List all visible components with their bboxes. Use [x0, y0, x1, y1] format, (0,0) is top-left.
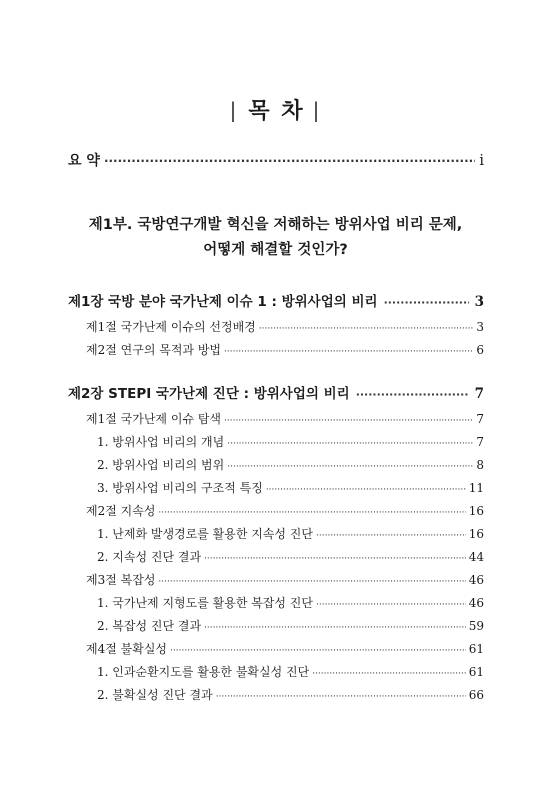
toc-entry-label: 1. 방위사업 비리의 개념	[97, 435, 225, 449]
toc-entry-page: 7	[476, 435, 484, 449]
dot-leader	[227, 439, 473, 449]
toc-entry-page: i	[479, 151, 484, 169]
toc-entry-page: 61	[468, 642, 484, 656]
toc-entry-label: 2. 불확실성 진단 결과	[97, 688, 213, 702]
toc-entry-label: 1. 난제화 발생경로를 활용한 지속성 진단	[97, 527, 313, 541]
toc-entry-page: 16	[468, 527, 484, 541]
dot-leader	[104, 154, 475, 168]
page-title	[0, 94, 551, 125]
dot-leader	[227, 462, 473, 472]
toc-subsection[interactable]	[97, 594, 484, 611]
toc-entry-label: 제4절 불확실성	[86, 642, 168, 656]
toc-entry-page: 16	[468, 504, 484, 518]
toc-subsection[interactable]	[97, 433, 484, 450]
toc-entry-page: 6	[476, 343, 484, 357]
toc-entry-label: 제3절 복잡성	[86, 573, 156, 587]
toc-summary-entry[interactable]	[68, 150, 484, 170]
toc-entry-label: 제1절 국가난제 이슈 탐색	[86, 412, 221, 426]
toc-entry-label: 3. 방위사업 비리의 구조적 특징	[97, 481, 263, 495]
part-title-line-1: 제1부. 국방연구개발 혁신을 저해하는 방위사업 비리 문제,	[88, 217, 463, 233]
toc-entry-label: 1. 국가난제 지형도를 활용한 복잡성 진단	[97, 596, 313, 610]
dot-leader	[316, 600, 466, 610]
toc-entry-page: 46	[468, 573, 484, 587]
title-text: 목 차	[248, 99, 305, 124]
toc-entry-page: 44	[468, 550, 484, 564]
toc-chapter-1[interactable]	[68, 290, 484, 310]
toc-entry-label: 제1장 국방 분야 국가난제 이슈 1 : 방위사업의 비리	[68, 294, 378, 310]
toc-entry-label: 2. 방위사업 비리의 범위	[97, 458, 225, 472]
toc-entry-label: 제2절 지속성	[86, 504, 156, 518]
toc-entry-page: 7	[474, 386, 484, 402]
dot-leader	[259, 324, 474, 334]
toc-entry-label: 제1절 국가난제 이슈의 선정배경	[86, 320, 256, 334]
dot-leader	[312, 669, 466, 679]
dot-leader	[316, 531, 466, 541]
toc-entry-label: 2. 복잡성 진단 결과	[97, 619, 202, 633]
dot-leader	[384, 296, 469, 309]
toc-entry-label: 1. 인과순환지도를 활용한 불확실성 진단	[97, 665, 310, 679]
dot-leader	[204, 554, 466, 564]
toc-subsection[interactable]	[97, 686, 484, 703]
toc-section[interactable]	[86, 341, 484, 358]
toc-subsection[interactable]	[97, 456, 484, 473]
dot-leader	[224, 416, 473, 426]
toc-entry-page: 59	[468, 619, 484, 633]
toc-subsection[interactable]	[97, 663, 484, 680]
dot-leader	[204, 623, 466, 633]
toc-subsection[interactable]	[97, 525, 484, 542]
part-title	[0, 213, 551, 263]
toc-subsection[interactable]	[97, 479, 484, 496]
toc-subsection[interactable]	[97, 617, 484, 634]
toc-entry-page: 11	[468, 481, 484, 495]
toc-section[interactable]	[86, 410, 484, 427]
dot-leader	[224, 347, 473, 357]
toc-entry-page: 8	[476, 458, 484, 472]
toc-chapter-2[interactable]	[68, 382, 484, 402]
toc-entry-page: 3	[476, 320, 484, 334]
toc-section[interactable]	[86, 640, 484, 657]
toc-section[interactable]	[86, 571, 484, 588]
toc-entry-page: 66	[468, 688, 484, 702]
toc-entry-page: 61	[468, 665, 484, 679]
toc-section[interactable]	[86, 318, 484, 335]
dot-leader	[356, 388, 469, 401]
dot-leader	[170, 646, 466, 656]
toc-entry-label: 제2절 연구의 목적과 방법	[86, 343, 221, 357]
toc-entry-label: 요 약	[68, 153, 100, 169]
dot-leader	[266, 485, 466, 495]
toc-subsection[interactable]	[97, 548, 484, 565]
dot-leader	[158, 577, 465, 587]
toc-entry-page: 3	[474, 294, 484, 310]
toc-entry-page: 7	[476, 412, 484, 426]
toc-entry-page: 46	[468, 596, 484, 610]
toc-entry-label: 제2장 STEPI 국가난제 진단 : 방위사업의 비리	[68, 386, 350, 402]
title-bar-left: |	[229, 98, 239, 122]
title-bar-right: |	[312, 98, 322, 122]
part-title-line-2: 어떻게 해결할 것인가?	[203, 242, 348, 258]
toc-entry-label: 2. 지속성 진단 결과	[97, 550, 202, 564]
toc-section[interactable]	[86, 502, 484, 519]
dot-leader	[216, 692, 466, 702]
dot-leader	[158, 508, 465, 518]
